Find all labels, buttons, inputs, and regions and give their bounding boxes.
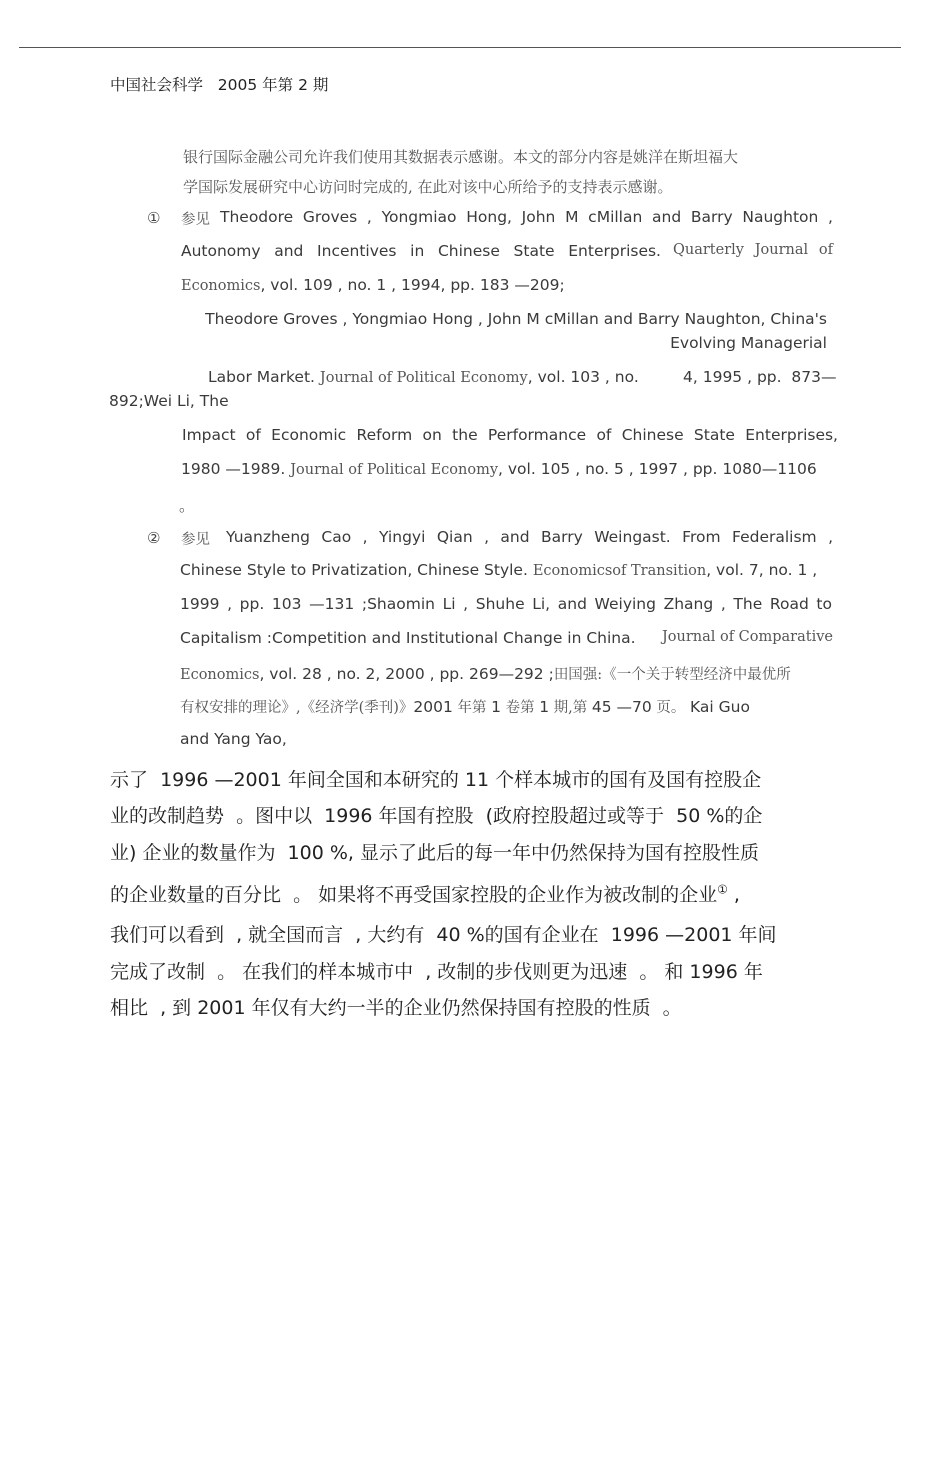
journal-title: Economics	[181, 278, 261, 294]
body-line-5: 我们可以看到 , 就全国而言 , 大约有 40 %的国有企业在 1996 —2001 年间	[110, 924, 777, 946]
cjk-text: 年第	[452, 700, 492, 716]
journal-title: Journal of Political Economy	[319, 370, 528, 386]
body-line-7: 相比 , 到 2001 年仅有大约一半的企业仍然保持国有控股的性质 。	[110, 997, 682, 1019]
journal-title: Quarterly Journal of	[673, 242, 833, 258]
footnote-ref-1[interactable]: ①	[717, 882, 728, 897]
footnote-2-line-4	[180, 629, 833, 647]
article-title: Chinese Style to Privatization, Chinese Style.	[180, 561, 528, 579]
issue-number: 1	[539, 698, 550, 716]
body-text: ,	[727, 884, 740, 906]
volume: 1	[491, 698, 501, 716]
author-name: Kai Guo	[689, 698, 750, 716]
journal-title: Journal of Political Economy	[290, 462, 499, 478]
page-range: 45 —70	[591, 698, 652, 716]
footnote-intro-line-2: 学国际发展研究中心访问时完成的, 在此对该中心所给予的支持表示感谢。	[183, 178, 673, 196]
body-line-2: 业的改制趋势 。图中以 1996 年国有控股 (政府控股超过或等于 50 %的企	[110, 805, 763, 827]
header-rule	[19, 47, 901, 48]
footnote-1-line-5: Evolving Managerial	[670, 334, 827, 352]
footnote-intro-line-1: 银行国际金融公司允许我们使用其数据表示感谢。本文的部分内容是姚洋在斯坦福大	[183, 148, 739, 166]
body-text: 的企业数量的百分比 。 如果将不再受国家控股的企业作为被改制的企业	[110, 884, 718, 906]
footnote-1-line-7: 892;Wei Li, The	[109, 392, 229, 410]
footnote-1-line-1	[181, 208, 833, 229]
citation-detail: , vol. 7, no. 1 ,	[706, 561, 818, 579]
footnote-1-line-4: Theodore Groves , Yongmiao Hong , John M cMillan and Barry Naughton, China's	[205, 310, 827, 328]
chinese-citation: 田国强:《一个关于转型经济中最优所	[553, 667, 791, 683]
cjk-text: 页。	[651, 700, 690, 716]
footnote-2-line-2	[180, 561, 817, 579]
cjk-text: 期,第	[549, 700, 592, 716]
citation-detail: , vol. 103 , no.	[527, 368, 639, 386]
footnote-2-line-3: 1999 , pp. 103 —131 ;Shaomin Li , Shuhe Li, and Weiying Zhang , The Road to	[180, 595, 832, 613]
issue-label: 2005 年第 2 期	[217, 76, 329, 94]
body-line-1: 示了 1996 —2001 年间全国和本研究的 11 个样本城市的国有及国有控股企	[110, 769, 762, 791]
see-label: 参见	[181, 212, 210, 228]
article-title: Capitalism :Competition and Institutional Change in China.	[180, 629, 636, 647]
citation-detail: 1980 —1989.	[181, 460, 286, 478]
body-line-3: 业) 企业的数量作为 100 %, 显示了此后的每一年中仍然保持为国有控股性质	[110, 842, 759, 864]
see-label: 参见	[181, 532, 210, 548]
footnote-marker-1: ①	[147, 209, 161, 227]
journal-title: Economicsof Transition	[532, 563, 707, 579]
running-header	[110, 73, 328, 95]
body-line-4	[110, 880, 828, 907]
article-title: Labor Market.	[208, 368, 315, 386]
footnote-2-line-5	[180, 663, 791, 684]
footnote-1-line-2	[181, 242, 833, 260]
cjk-text: 卷第	[500, 700, 540, 716]
footnote-2-line-1	[181, 528, 833, 549]
citation-detail: , vol. 28 , no. 2, 2000 , pp. 269—292 ;	[259, 665, 554, 683]
footnote-2-line-7: and Yang Yao,	[180, 730, 287, 748]
footnote-2-line-6	[180, 696, 750, 717]
citation-detail: , vol. 105 , no. 5 , 1997 , pp. 1080—1106	[498, 460, 817, 478]
footnote-1-line-6	[208, 368, 639, 386]
footnote-text: Theodore Groves , Yongmiao Hong, John M cMillan and Barry Naughton ,	[220, 208, 833, 226]
footnote-marker-2: ②	[147, 529, 161, 547]
journal-name: 中国社会科学	[110, 76, 204, 94]
citation-detail: , vol. 109 , no. 1 , 1994, pp. 183 —209;	[260, 276, 565, 294]
article-title: Autonomy and Incentives in Chinese State Enterprises.	[181, 242, 661, 260]
chinese-citation: 有权安排的理论》,《经济学(季刊)》	[180, 700, 414, 716]
footnote-1-line-6-tail: 4, 1995 , pp. 873—	[683, 368, 837, 386]
footnote-1-line-9	[181, 460, 817, 478]
footnote-1-line-10: 。	[179, 497, 195, 515]
footnote-text: Yuanzheng Cao , Yingyi Qian , and Barry Weingast. From Federalism ,	[226, 528, 833, 546]
journal-title: Economics	[180, 667, 260, 683]
year: 2001	[413, 698, 453, 716]
footnote-1-line-8: Impact of Economic Reform on the Performance of Chinese State Enterprises,	[182, 426, 838, 444]
footnote-1-line-3	[181, 276, 565, 294]
journal-title: Journal of Comparative	[661, 629, 833, 645]
body-line-6: 完成了改制 。 在我们的样本城市中 , 改制的步伐则更为迅速 。 和 1996 年	[110, 961, 763, 983]
